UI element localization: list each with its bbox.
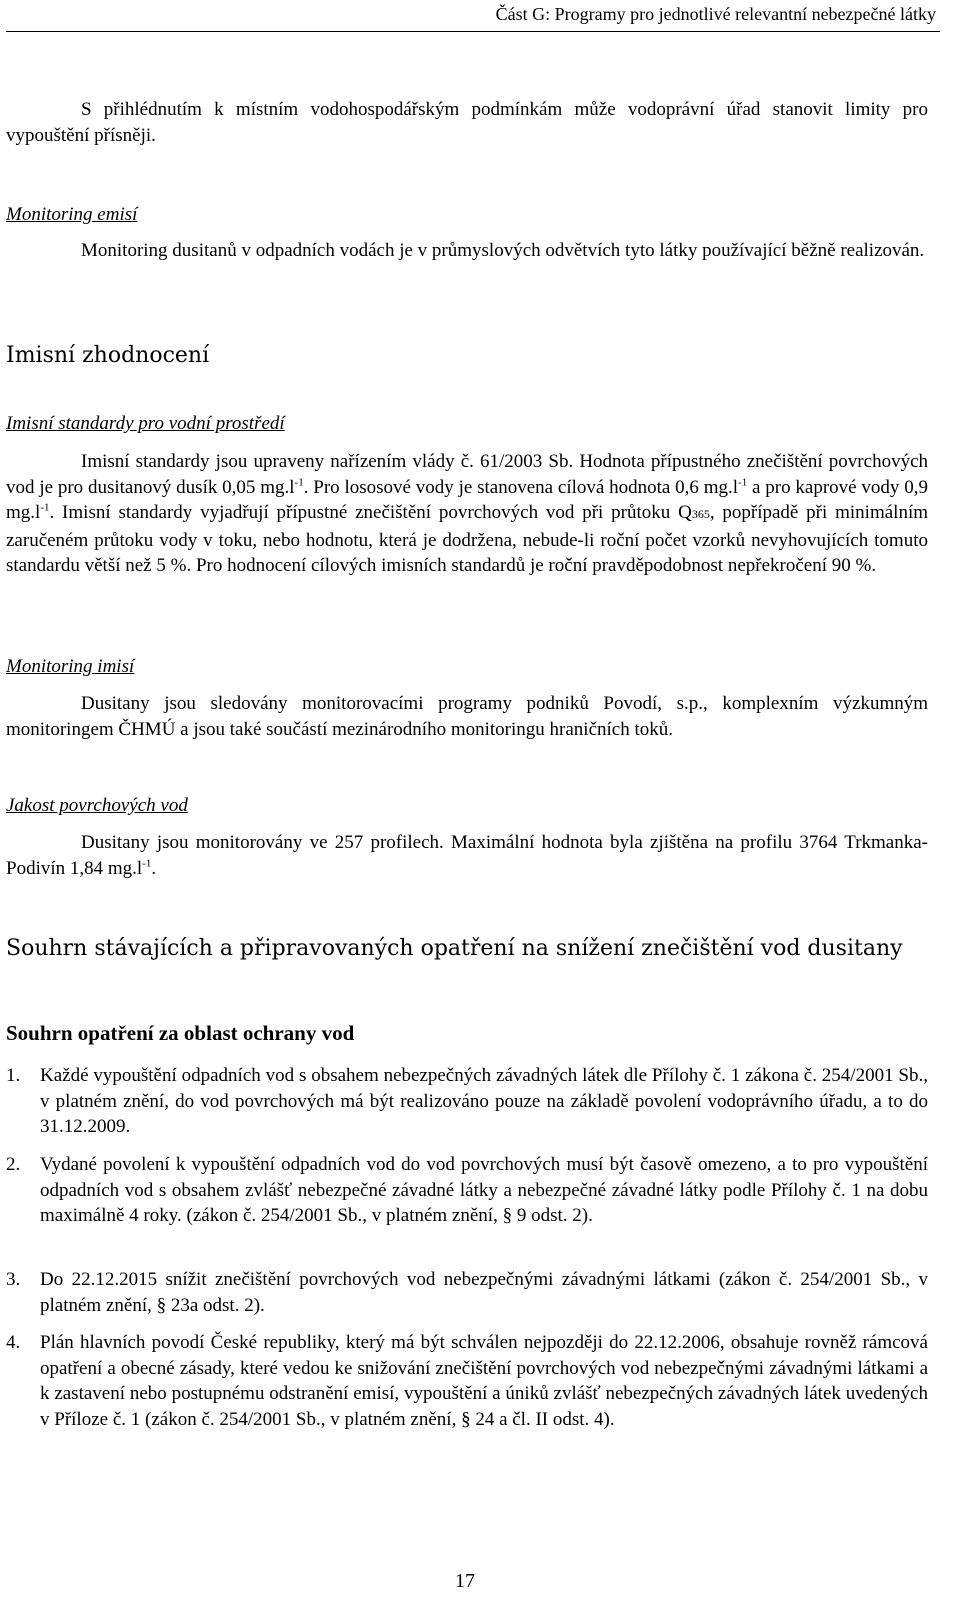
section-heading-imisni-zhodnoceni: Imisní zhodnocení xyxy=(6,343,210,368)
section-heading-jakost: Jakost povrchových vod xyxy=(6,795,188,816)
section-heading-monitoring-imisi: Monitoring imisí xyxy=(6,656,135,677)
header-rule xyxy=(6,31,940,32)
list-item-text: Do 22.12.2015 snížit znečištění povrchových vod nebezpečnými závadnými látkami (zákon č. 254/2001 Sb., v platném znění, § 23a odst. 2). xyxy=(40,1269,928,1316)
list-item xyxy=(6,1152,928,1229)
list-item xyxy=(6,1330,928,1432)
text-run: Dusitany jsou monitorovány ve 257 profilech. Maximální hodnota byla zjištěna na profilu 3764 Trkmanka-Podivín 1,84 mg.l xyxy=(6,832,928,879)
subheading-imisni-standardy: Imisní standardy pro vodní prostředí xyxy=(6,413,285,434)
text-run: Imisní standardy jsou upraveny nařízením vlády č. 61/2003 Sb. Hodnota přípustného znečištění povrchových vod je pro dusitanový dusík 0,05 mg.l xyxy=(6,451,928,498)
jakost-paragraph xyxy=(6,830,928,881)
list-item-number: 4. xyxy=(6,1332,21,1353)
page-number: 17 xyxy=(455,1570,475,1592)
text-run: a pro kaprové vody 0,9 mg.l xyxy=(6,476,928,523)
list-item-number: 2. xyxy=(6,1154,21,1175)
list-item-text: Plán hlavních povodí České republiky, který má být schválen nejpozději do 22.12.2006, obsahuje rovněž rámcová opatření a obecné zásady, které vedou ke snižování znečištění povrchových vod nebezpečnými závadnými látkami a k zastavení nebo postupnému odstranění emisí, vypouštění a úniků zvlášť nebezpečných závadných látek uvedených v Příloze č. 1 (zákon č. 254/2001 Sb., v platném znění, § 24 a čl. II odst. 4). xyxy=(40,1332,928,1430)
subscript: 365 xyxy=(691,507,710,521)
superscript: -1 xyxy=(738,476,748,489)
superscript: -1 xyxy=(142,857,152,870)
section-heading-souhrn: Souhrn stávajících a připravovaných opatření na snížení znečištění vod dusitany xyxy=(6,936,903,961)
monitoring-emisi-paragraph: Monitoring dusitanů v odpadních vodách je v průmyslových odvětvích tyto látky používající běžně realizován. xyxy=(81,240,925,261)
superscript: -1 xyxy=(294,476,304,489)
subheading-souhrn-opatreni: Souhrn opatření za oblast ochrany vod xyxy=(6,1021,355,1045)
list-item-number: 1. xyxy=(6,1065,21,1086)
list-item-text: Každé vypouštění odpadních vod s obsahem nebezpečných závadných látek dle Přílohy č. 1 zákona č. 254/2001 Sb., v platném znění, do vod povrchových má být realizováno pouze na základě povolení vodoprávního úřadu, a to do 31.12.2009. xyxy=(40,1065,928,1137)
list-item-text: Vydané povolení k vypouštění odpadních vod do vod povrchových musí být časově omezeno, a to pro vypouštění odpadních vod s obsahem zvlášť nebezpečné závadné látky a nebezpečné závadné látky podle Přílohy č. 1 na dobu maximálně 4 roky. (zákon č. 254/2001 Sb., v platném znění, § 9 odst. 2). xyxy=(40,1154,928,1226)
section-heading-monitoring-emisi: Monitoring emisí xyxy=(6,204,138,225)
running-header: Část G: Programy pro jednotlivé relevantní nebezpečné látky xyxy=(495,4,936,24)
list-item xyxy=(6,1063,928,1140)
list-item-number: 3. xyxy=(6,1269,21,1290)
text-run: . Pro lososové vody je stanovena cílová hodnota 0,6 mg.l xyxy=(303,476,739,498)
list-item xyxy=(6,1267,928,1318)
intro-paragraph: S přihlédnutím k místním vodohospodářským podmínkám může vodoprávní úřad stanovit limity pro vypouštění přísněji. xyxy=(6,99,928,146)
superscript: -1 xyxy=(40,501,50,514)
text-run: , popřípadě při minimálním zaručeném průtoku vody v toku, nebo hodnotu, která je dodržena, nebude-li roční počet vzorků nevyhovujících tomuto standardu větší než 5 %. Pro hodnocení cílových imisních standardů je roční pravděpodobnost nepřekročení 90 %. xyxy=(6,502,928,576)
imisni-standardy-paragraph xyxy=(6,449,928,579)
monitoring-imisi-paragraph: Dusitany jsou sledovány monitorovacími programy podniků Povodí, s.p., komplexním výzkumným monitoringem ČHMÚ a jsou také součástí mezinárodního monitoringu hraničních toků. xyxy=(6,693,928,740)
text-run: . xyxy=(151,857,157,879)
text-run: . Imisní standardy vyjadřují přípustné znečištění povrchových vod při průtoku Q xyxy=(49,502,692,523)
